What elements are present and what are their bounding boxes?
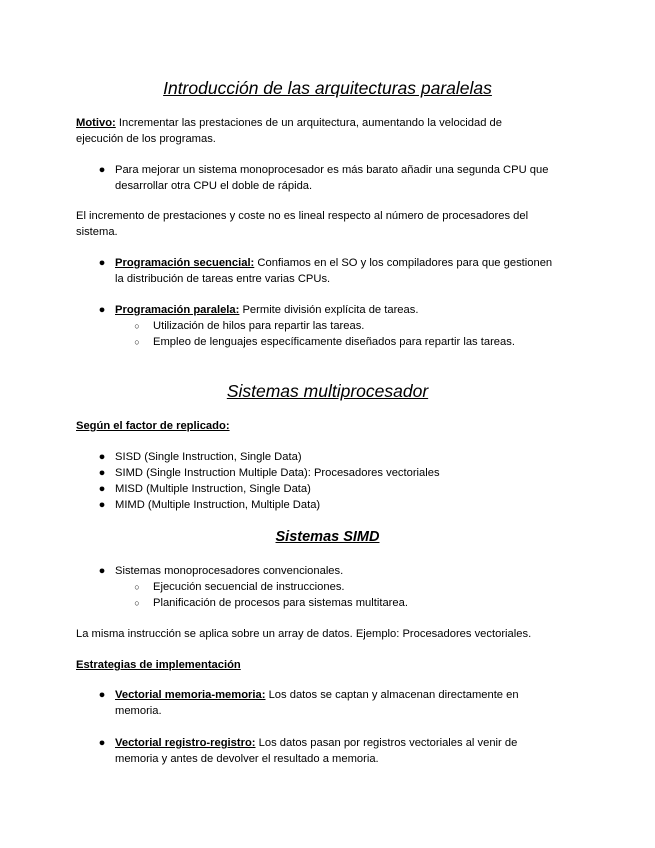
prog-paralela-sub-item: Empleo de lenguajes específicamente diseñados para repartir las tareas. [153,336,515,348]
vectorial-rr-text: Los datos pasan por registros vectoriales al venir de [255,737,518,749]
bullet-dot: ● [98,451,106,463]
page-title: Introducción de las arquitecturas paralelas [163,78,492,98]
bullet-dot: ● [98,483,106,495]
vectorial-mm-line2: memoria. [115,705,162,717]
sub-bullet-circle: ○ [134,598,140,608]
vectorial-rr-item [115,735,585,751]
flynn-item-sisd: SISD (Single Instruction, Single Data) [115,451,302,463]
simd-array-paragraph: La misma instrucción se aplica sobre un array de datos. Ejemplo: Procesadores vectoriales. [76,628,532,640]
bullet-mono-line1: Para mejorar un sistema monoprocesador es más barato añadir una segunda CPU que [115,164,549,176]
bullet-dot: ● [98,164,106,176]
prog-secuencial-text: Confiamos en el SO y los compiladores para que gestionen [254,257,553,269]
sub-bullet-circle: ○ [134,582,140,592]
bullet-dot: ● [98,737,106,749]
replicado-heading-text: Según el factor de replicado: [76,420,230,432]
vectorial-rr-line2: memoria y antes de devolver el resultado a memoria. [115,753,379,765]
flynn-item-mimd: MIMD (Multiple Instruction, Multiple Data) [115,499,321,511]
vectorial-mm-item [115,687,585,703]
prog-secuencial-line2: la distribución de tareas entre varias CPUs. [115,273,331,285]
simd-sub-item: Planificación de procesos para sistemas multitarea. [153,597,408,609]
incremento-line1: El incremento de prestaciones y coste no es lineal respecto al número de procesadores del [76,210,529,222]
section-title-multiprocesador: Sistemas multiprocesador [226,381,429,401]
sub-bullet-circle: ○ [134,321,140,331]
replicado-heading [76,418,576,434]
bullet-dot: ● [98,499,106,511]
section-title-simd: Sistemas SIMD [275,529,380,545]
simd-sub-item: Ejecución secuencial de instrucciones. [153,581,345,593]
bullet-mono-line2: desarrollar otra CPU el doble de rápida. [115,180,313,192]
bullet-dot: ● [98,565,106,577]
vectorial-rr-label: Vectorial registro-registro: [115,737,256,749]
vectorial-mm-label: Vectorial memoria-memoria: [115,689,266,701]
bullet-dot: ● [98,689,106,701]
prog-paralela-item [115,302,585,318]
prog-secuencial-label: Programación secuencial: [115,257,255,269]
motivo-paragraph-line2: ejecución de los programas. [76,133,216,145]
flynn-item-misd: MISD (Multiple Instruction, Single Data) [115,483,311,495]
incremento-line2: sistema. [76,226,118,238]
bullet-dot: ● [98,257,106,269]
motivo-paragraph [76,115,576,131]
bullet-dot: ● [98,467,106,479]
motivo-label: Motivo: [76,117,116,129]
simd-bullet-text: Sistemas monoprocesadores convencionales. [115,565,344,577]
sub-bullet-circle: ○ [134,337,140,347]
prog-secuencial-item [115,255,585,271]
bullet-dot: ● [98,304,106,316]
estrategias-heading [76,657,576,673]
prog-paralela-label: Programación paralela: [115,304,240,316]
vectorial-mm-text: Los datos se captan y almacenan directamente en [265,689,519,701]
flynn-item-simd: SIMD (Single Instruction Multiple Data): Procesadores vectoriales [115,467,440,479]
motivo-text: Incrementar las prestaciones de un arquitectura, aumentando la velocidad de [115,117,502,129]
prog-paralela-text: Permite división explícita de tareas. [239,304,419,316]
estrategias-heading-text: Estrategias de implementación [76,659,241,671]
prog-paralela-sub-item: Utilización de hilos para repartir las tareas. [153,320,365,332]
